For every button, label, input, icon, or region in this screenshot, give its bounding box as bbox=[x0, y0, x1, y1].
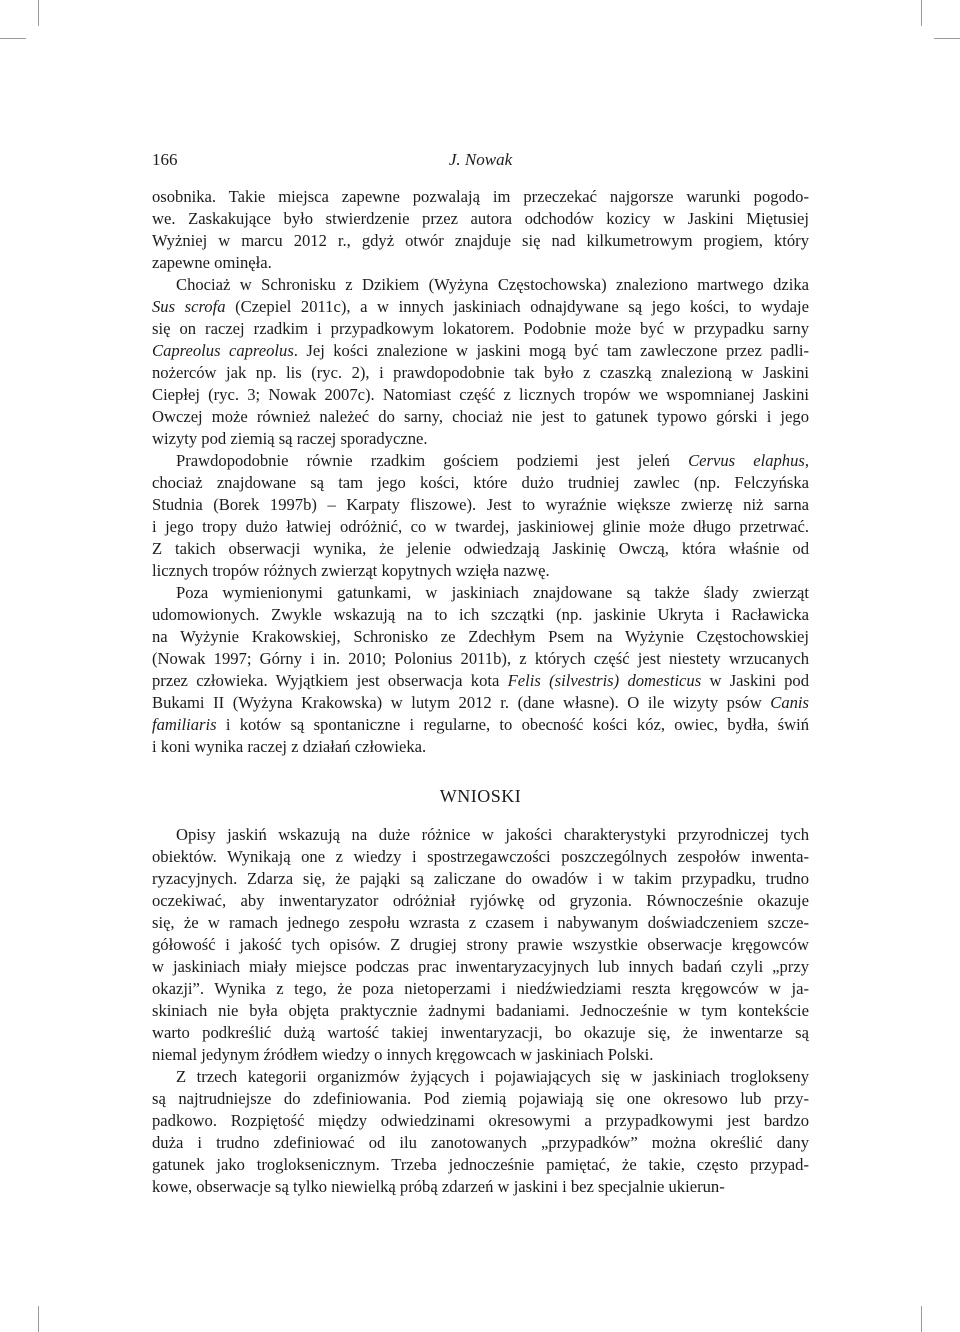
running-head: J. Nowak bbox=[448, 150, 513, 169]
text-segment: . Jej kości znalezione w jaskini mogą być tam zawleczone przez padli- bbox=[293, 341, 809, 360]
text-segment: , bbox=[804, 451, 810, 470]
text-line: Poza wymienionymi gatunkami, w jaskiniach znajdowane są także ślady zwierząt bbox=[176, 583, 809, 602]
crop-mark-bottom-right-vertical bbox=[921, 1306, 922, 1332]
species-name: Felis (silvestris) domesticus bbox=[507, 671, 702, 690]
text-segment: Bukami II (Wyżyna Krakowska) w lutym 2012 r. (dane własne). O ile wizyty psów bbox=[152, 693, 771, 712]
paragraph-6 bbox=[152, 1066, 809, 1198]
text-line: skiniach nie była objęta praktycznie żadnymi badaniami. Jednocześnie w tym kontekście bbox=[152, 1001, 809, 1020]
text-line: gatunek jako trogloksenicznym. Trzeba jednocześnie pamiętać, że takie, często przypad- bbox=[152, 1155, 809, 1174]
text-line: Ciepłej (ryc. 3; Nowak 2007c). Natomiast część z licznych tropów we wspomnianej Jaskini bbox=[152, 385, 809, 404]
text-line: Studnia (Borek 1997b) – Karpaty fliszowe). Jest to wyraźnie większe zwierzę niż sarna bbox=[152, 495, 809, 514]
crop-mark-bottom-left-vertical bbox=[38, 1306, 39, 1332]
species-name: Capreolus capreolus bbox=[152, 341, 294, 360]
species-name: Sus scrofa bbox=[152, 297, 226, 316]
section-heading: WNIOSKI bbox=[439, 786, 522, 806]
text-line bbox=[152, 450, 809, 472]
text-line: udomowionych. Zwykle wskazują na to ich szczątki (np. jaskinie Ukryta i Racławicka bbox=[152, 605, 809, 624]
text-line: wizyty pod ziemią są raczej sporadyczne. bbox=[152, 429, 428, 448]
text-line: duża i trudno zdefiniować od ilu zanotowanych „przypadków” można określić dany bbox=[152, 1133, 809, 1152]
text-line: i koni wynika raczej z działań człowieka. bbox=[152, 737, 427, 756]
text-line: Owczej może również należeć do sarny, chociaż nie jest to gatunek typowo górski i jego bbox=[152, 407, 809, 426]
paragraph-1 bbox=[152, 186, 809, 274]
text-line: Z trzech kategorii organizmów żyjących i pojawiających się w jaskiniach troglokseny bbox=[176, 1067, 809, 1086]
text-line bbox=[152, 296, 809, 318]
body-text bbox=[152, 186, 809, 1198]
species-name: Canis bbox=[770, 693, 809, 712]
paragraph-3 bbox=[152, 450, 809, 582]
paragraph-2 bbox=[152, 274, 809, 450]
text-line bbox=[152, 692, 809, 714]
text-line: okazji”. Wynika z tego, że poza nietoperzami i niedźwiedziami reszta kręgowców w ja- bbox=[152, 979, 809, 998]
crop-mark-top-left-horizontal bbox=[0, 38, 26, 39]
text-line: chociaż znajdowane są tam jego kości, które dużo trudniej zawlec (np. Felczyńska bbox=[152, 473, 809, 492]
text-line: kowe, obserwacje są tylko niewielką próbą zdarzeń w jaskini i bez specjalnie ukierun- bbox=[152, 1177, 725, 1196]
text-line: padkowo. Rozpiętość między odwiedzinami okresowymi a przypadkowymi jest bardzo bbox=[152, 1111, 809, 1130]
text-line: na Wyżynie Krakowskiej, Schronisko ze Zdechłym Psem na Wyżynie Częstochowskiej bbox=[152, 627, 809, 646]
text-segment: przez człowieka. Wyjątkiem jest obserwacja kota bbox=[152, 671, 508, 690]
page-number: 166 bbox=[152, 150, 178, 169]
species-name: Cervus elaphus bbox=[688, 451, 805, 470]
text-line: gółowość i jakość tych opisów. Z drugiej strony prawie wszystkie obserwacje kręgowców bbox=[152, 935, 809, 954]
text-line: nożerców jak np. lis (ryc. 2), i prawdopodobnie tak było z czaszką znalezioną w Jaskini bbox=[152, 363, 809, 382]
text-line: licznych tropów różnych zwierząt kopytnych wzięła nazwę. bbox=[152, 561, 550, 580]
text-segment: (Czepiel 2011c), a w innych jaskiniach odnajdywane są jego kości, to wydaje bbox=[225, 297, 809, 316]
text-line: i jego tropy dużo łatwiej odróżnić, co w twardej, jaskiniowej glinie może długo przetrwać. bbox=[152, 517, 809, 536]
text-line: we. Zaskakujące było stwierdzenie przez autora odchodów kozicy w Jaskini Miętusiej bbox=[152, 209, 809, 228]
crop-mark-top-left-vertical bbox=[38, 0, 39, 26]
text-line: zapewne ominęła. bbox=[152, 253, 272, 272]
text-line: Chociaż w Schronisku z Dzikiem (Wyżyna Częstochowska) znaleziono martwego dzika bbox=[176, 275, 809, 294]
crop-mark-top-right-vertical bbox=[921, 0, 922, 26]
text-line: w jaskiniach miały miejsce podczas prac inwentaryzacyjnych lub innych badań czyli „przy bbox=[152, 957, 809, 976]
page-header bbox=[152, 150, 809, 174]
text-segment: w Jaskini pod bbox=[701, 671, 809, 690]
text-line: się on raczej rzadkim i przypadkowym lokatorem. Podobnie może być w przypadku sarny bbox=[152, 319, 809, 338]
text-segment: Prawdopodobnie równie rzadkim gościem podziemi jest jeleń bbox=[176, 451, 689, 470]
text-line bbox=[152, 670, 809, 692]
text-line: warto podkreślić dużą wartość takiej inwentaryzacji, bo okazuje się, że inwentarze są bbox=[152, 1023, 809, 1042]
text-line: niemal jedynym źródłem wiedzy o innych kręgowcach w jaskiniach Polski. bbox=[152, 1045, 654, 1064]
text-line: są najtrudniejsze do zdefiniowania. Pod ziemią pojawiają się one okresowo lub przy- bbox=[152, 1089, 809, 1108]
paragraph-4 bbox=[152, 582, 809, 758]
text-line: Z takich obserwacji wynika, że jelenie odwiedzają Jaskinię Owczą, która właśnie od bbox=[152, 539, 809, 558]
text-line: się, że w ramach jednego zespołu wzrasta z czasem i nabywanym doświadczeniem szcze- bbox=[152, 913, 809, 932]
text-line: (Nowak 1997; Górny i in. 2010; Polonius 2011b), z których część jest niestety wrzucanych bbox=[152, 649, 809, 668]
text-line: Opisy jaskiń wskazują na duże różnice w jakości charakterystyki przyrodniczej tych bbox=[176, 825, 809, 844]
species-name: familiaris bbox=[152, 715, 217, 734]
text-line: osobnika. Takie miejsca zapewne pozwalają im przeczekać najgorsze warunki pogodo- bbox=[152, 187, 809, 206]
paragraph-5 bbox=[152, 824, 809, 1066]
text-line: obiektów. Wynikają one z wiedzy i spostrzegawczości poszczególnych zespołów inwenta- bbox=[152, 847, 809, 866]
text-line: ryzacyjnych. Zdarza się, że pająki są zaliczane do owadów i w takim przypadku, trudno bbox=[152, 869, 809, 888]
text-line: oczekiwać, aby inwentaryzator odróżniał ryjówkę od gryzonia. Równocześnie okazuje bbox=[152, 891, 809, 910]
crop-mark-top-right-horizontal bbox=[934, 38, 960, 39]
text-line bbox=[152, 340, 809, 362]
text-line: Wyżniej w marcu 2012 r., gdyż otwór znajduje się nad kilkumetrowym progiem, który bbox=[152, 231, 809, 250]
text-line bbox=[152, 714, 809, 736]
text-segment: i kotów są spontaniczne i regularne, to obecność kości kóz, owiec, bydła, świń bbox=[216, 715, 809, 734]
